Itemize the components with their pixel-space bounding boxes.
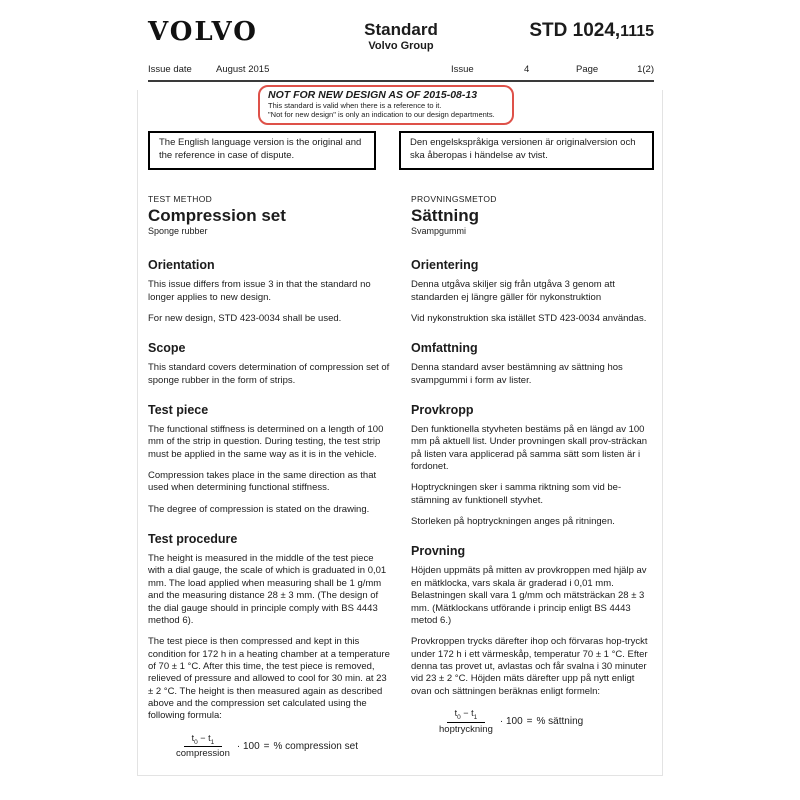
paragraph: Denna utgåva skiljer sig från utgåva 3 genom att standarden ej längre gäller för nykonstruktion xyxy=(411,279,615,303)
paragraph: Höjden uppmäts på mitten av provkroppen med hjälp av en mätklocka, vars skala är graderad i 0,01 mm. Belastningen skall vara 1 g/mm och mätsträckan 28 ± 3 mm. (Mätklockans utförande i princip enligt BS 4443 metod 6.) xyxy=(411,565,647,626)
compression-set-formula xyxy=(176,733,391,760)
section-heading: Provning xyxy=(411,544,466,559)
fraction xyxy=(176,733,230,760)
section-test-piece xyxy=(148,403,391,516)
section-orientering xyxy=(411,258,654,325)
issue-date-label: Issue date xyxy=(148,63,192,75)
org-subtitle: Volvo Group xyxy=(368,39,434,52)
section-heading: Omfattning xyxy=(411,341,478,356)
not-for-new-design-notice xyxy=(258,85,514,126)
provningsmetod-eyebrow: PROVNINGSMETOD xyxy=(411,193,497,204)
subtitle-sponge-rubber: Sponge rubber xyxy=(148,226,208,237)
paragraph: Storleken på hoptryckningen anges på ritningen. xyxy=(411,516,615,528)
section-heading: Orientering xyxy=(411,258,479,273)
document-content xyxy=(148,14,654,759)
issue-date-value: August 2015 xyxy=(216,63,270,75)
issue-label: Issue xyxy=(451,63,474,75)
notice-line-2: "Not for new design" is only an indication to our design departments. xyxy=(268,110,495,120)
header-center xyxy=(364,14,438,52)
sattning-formula xyxy=(439,708,654,735)
paragraph: This standard covers determination of compression set of sponge rubber in the form of strips. xyxy=(148,362,390,386)
paragraph: The height is measured in the middle of the test piece with a dial gauge, the scale of which is graduated in 0,01 mm. The load applied when measuring shall be 1 g/mm and the measuring distance 28 ± 3 mm. (The design of the dial gauge should in principle comply with BS 4443 method 6). xyxy=(148,553,387,626)
section-provkropp xyxy=(411,403,654,528)
header-rule xyxy=(148,80,654,82)
paragraph: Provkroppen trycks därefter ihop och förvaras hop-tryckt under 172 h i ett värmeskåp, temperatur 70 ± 1 °C. Efter denna tas provet ut, avlastas och får svalna i 30 minuter vid 23 ± 2 °C. Höjden mäts därefter upp på nytt enligt ovan och sättningen beräknas enligt formeln: xyxy=(411,636,648,697)
test-method-eyebrow: TEST METHOD xyxy=(148,193,213,204)
section-heading: Scope xyxy=(148,341,186,356)
column-swedish xyxy=(411,194,654,760)
issue-value: 4 xyxy=(524,63,530,75)
fraction-numerator: $t_0 - t_1$ xyxy=(184,733,223,748)
column-english xyxy=(148,194,391,760)
title-compression-set: Compression set xyxy=(148,205,286,225)
notice-line-1: This standard is valid when there is a reference to it. xyxy=(268,100,442,110)
doc-type-title: Standard xyxy=(364,20,438,39)
language-box-english: The English language version is the original and the reference in case of dispute. xyxy=(148,131,376,170)
paragraph: Hoptryckningen sker i samma riktning som vid be-stämning av funktionell styvhet. xyxy=(411,482,622,506)
formula-result: · 100 = % compression set xyxy=(236,740,358,752)
section-heading: Orientation xyxy=(148,258,215,273)
fraction xyxy=(439,708,493,735)
fraction-numerator: $t_0 - t_1$ xyxy=(447,708,486,723)
column-swedish-header xyxy=(411,194,654,237)
section-omfattning xyxy=(411,341,654,387)
volvo-logo: VOLVO xyxy=(148,17,258,47)
section-orientation xyxy=(148,258,391,325)
doc-number-main: STD 1024, xyxy=(529,20,621,41)
paragraph: Denna standard avser bestämning av sättning hos svampgummi i form av lister. xyxy=(411,362,623,386)
page-label: Page xyxy=(576,63,599,75)
page-value: 1(2) xyxy=(637,63,654,75)
notice-title: NOT FOR NEW DESIGN AS OF 2015-08-13 xyxy=(268,88,478,101)
section-heading: Test procedure xyxy=(148,532,238,547)
paragraph: The functional stiffness is determined on a length of 100 mm of the strip in question. During testing, the test strip must be applied in the same way as it is in the vehicle. xyxy=(148,424,384,460)
subtitle-svampgummi: Svampgummi xyxy=(411,226,467,237)
paragraph: For new design, STD 423-0034 shall be used. xyxy=(148,313,342,325)
section-heading: Test piece xyxy=(148,403,209,418)
section-test-procedure xyxy=(148,532,391,722)
section-provning xyxy=(411,544,654,697)
fraction-denominator: compression xyxy=(176,748,230,760)
fraction-denominator: hoptryckning xyxy=(439,723,493,735)
body-columns xyxy=(148,194,654,760)
language-box-swedish: Den engelskspråkiga versionen är originalversion och ska åberopas i händelse av tvist. xyxy=(399,131,654,170)
paragraph: Vid nykonstruktion ska istället STD 423-0034 användas. xyxy=(411,313,647,325)
paragraph: Den funktionella styvheten bestäms på en längd av 100 mm på aktuell list. Under provningen skall prov-sträckan på listen vara applicerad på samma sätt som listen är i fordonet. xyxy=(411,424,648,473)
doc-number xyxy=(438,20,654,42)
document-header xyxy=(148,14,654,52)
paragraph: Compression takes place in the same direction as that used when determining functional stiffness. xyxy=(148,470,377,494)
language-boxes xyxy=(148,131,654,170)
formula-result: · 100 = % sättning xyxy=(499,715,584,727)
section-scope xyxy=(148,341,391,387)
doc-number-variant: 1115 xyxy=(620,23,654,40)
paragraph: The degree of compression is stated on the drawing. xyxy=(148,503,370,515)
section-heading: Provkropp xyxy=(411,403,474,418)
paragraph: The test piece is then compressed and kept in this condition for 172 h in a heating chamber at a temperature of 70 ± 1 °C. After this time, the test piece is removed, relieved of pressure and allowed to cool for 30 min. at 23 ± 2 °C. The height is then measured again as described above and the compression set calculated using the following formula: xyxy=(148,636,390,722)
column-english-header xyxy=(148,194,391,237)
paragraph: This issue differs from issue 3 in that the standard no longer applies to new design. xyxy=(148,279,371,303)
title-sattning: Sättning xyxy=(411,205,479,225)
meta-row xyxy=(148,64,654,75)
